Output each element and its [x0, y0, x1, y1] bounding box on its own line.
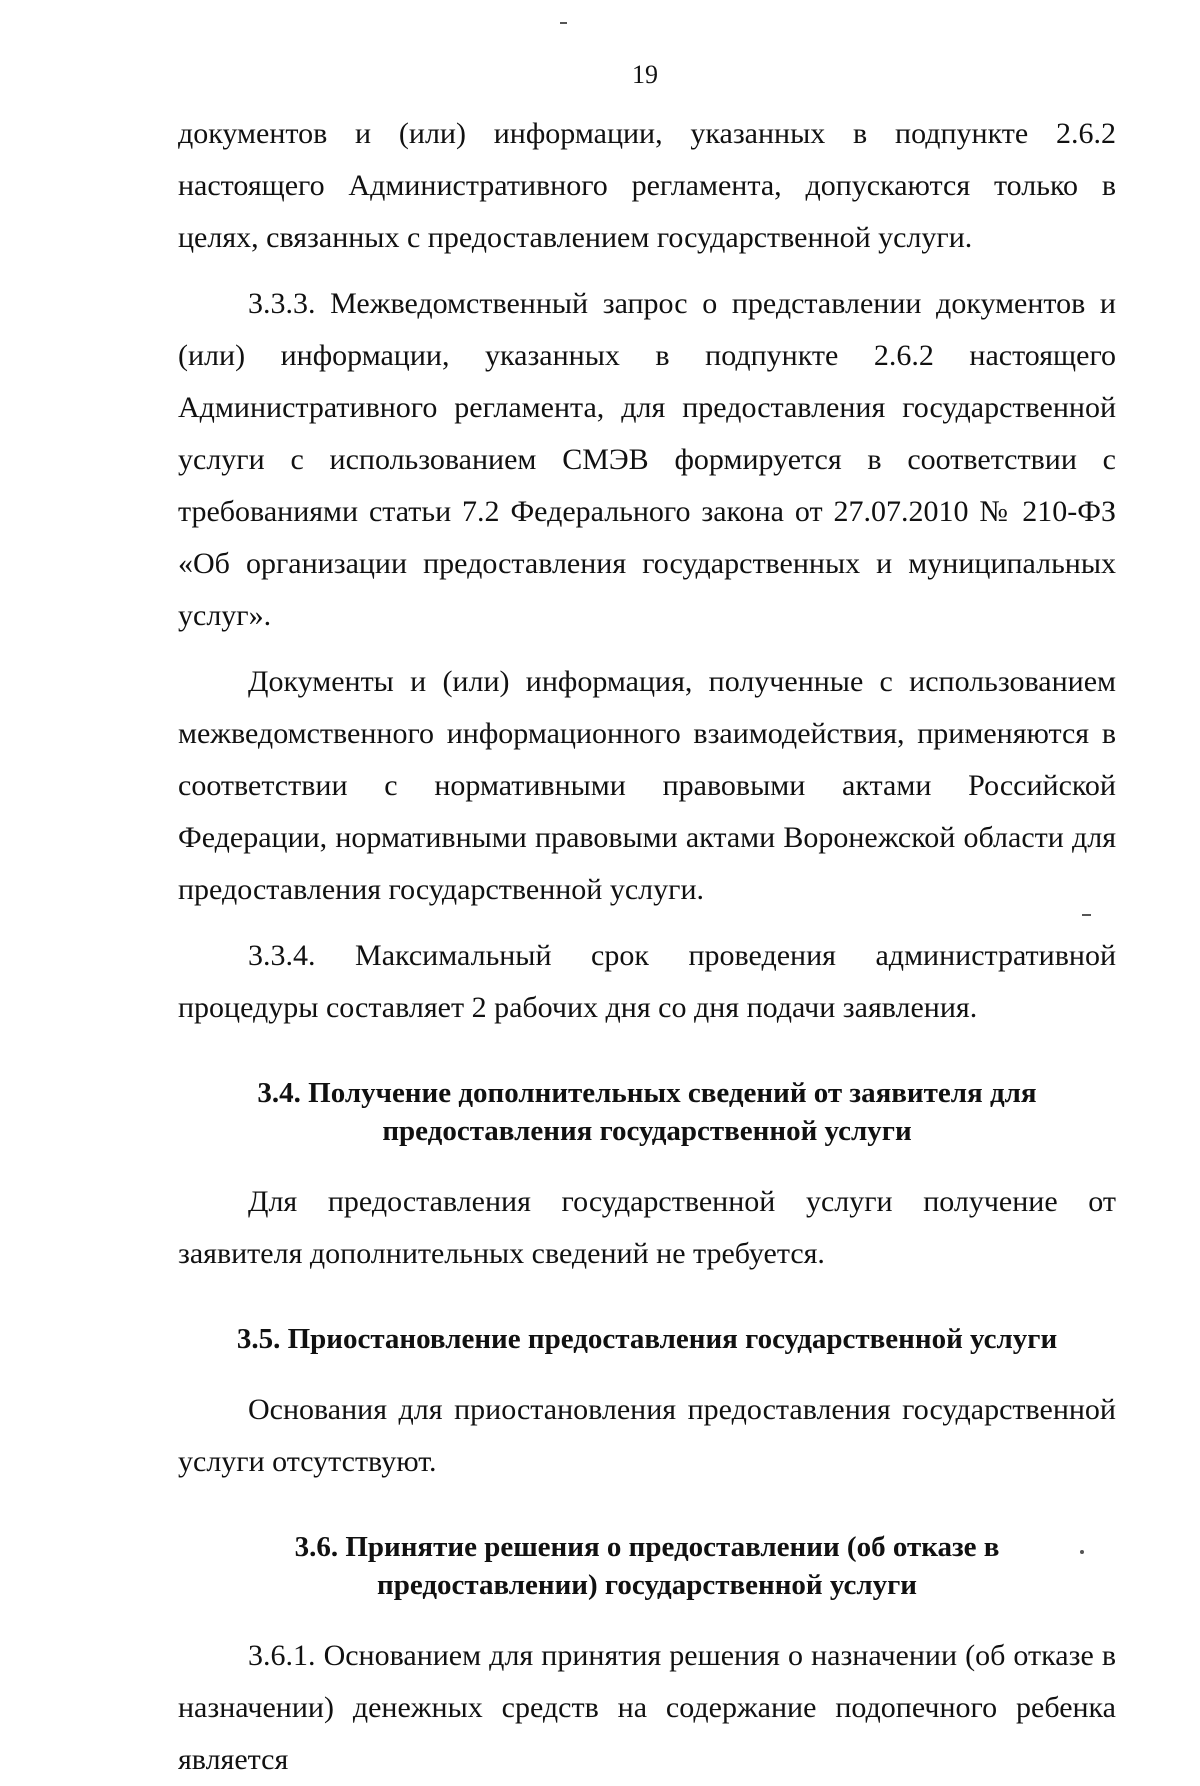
scan-mark-right — [1082, 914, 1091, 916]
paragraph-additional-info: Для предоставления государственной услуги получение от заявителя дополнительных сведений не требуется. — [178, 1185, 1116, 1270]
paragraph-3-6-1: 3.6.1. Основанием для принятия решения о назначении (об отказе в назначении) денежных средств на содержание подопечного ребенка является — [178, 1639, 1116, 1776]
heading-3-4 — [178, 1074, 1116, 1150]
heading-3-5: 3.5. Приостановление предоставления государственной услуги — [236, 1323, 1058, 1355]
scan-mark-bottom — [1080, 1550, 1084, 1554]
paragraph-documents-usage: Документы и (или) информация, полученные с использованием межведомственного информационного взаимодействия, применяются в соответствии с нормативными правовыми актами Российской Федерации, нормативными правовыми актами Воронежской области для предоставления государственной услуги. — [178, 665, 1116, 906]
scan-mark-top — [560, 22, 567, 24]
paragraph-3-3-3: 3.3.3. Межведомственный запрос о представлении документов и (или) информации, указанных в подпункте 2.6.2 настоящего Административного регламента, для предоставления государственной услуги с использованием СМЭВ формируется в соответствии с требованиями статьи 7.2 Федерального закона от 27.07.2010 № 210-ФЗ «Об организации предоставления государственных и муниципальных услуг». — [178, 287, 1116, 632]
heading-3-4-line-1: 3.4. Получение дополнительных сведений от заявителя для — [257, 1077, 1037, 1109]
heading-3-6-line-2: предоставлении) государственной услуги — [377, 1569, 917, 1601]
document-body — [178, 108, 1116, 1786]
heading-3-6-line-1: 3.6. Принятие решения о предоставлении (об отказе в — [294, 1531, 1000, 1563]
paragraph-3-3-4: 3.3.4. Максимальный срок проведения административной процедуры составляет 2 рабочих дня со дня подачи заявления. — [178, 939, 1116, 1024]
page-number: 19 — [632, 60, 658, 89]
paragraph-continuation: документов и (или) информации, указанных в подпункте 2.6.2 настоящего Административного регламента, допускаются только в целях, связанных с предоставлением государственной услуги. — [178, 117, 1116, 254]
heading-3-6 — [178, 1528, 1116, 1604]
heading-3-4-line-2: предоставления государственной услуги — [382, 1115, 912, 1147]
paragraph-suspension: Основания для приостановления предоставления государственной услуги отсутствуют. — [178, 1393, 1116, 1478]
